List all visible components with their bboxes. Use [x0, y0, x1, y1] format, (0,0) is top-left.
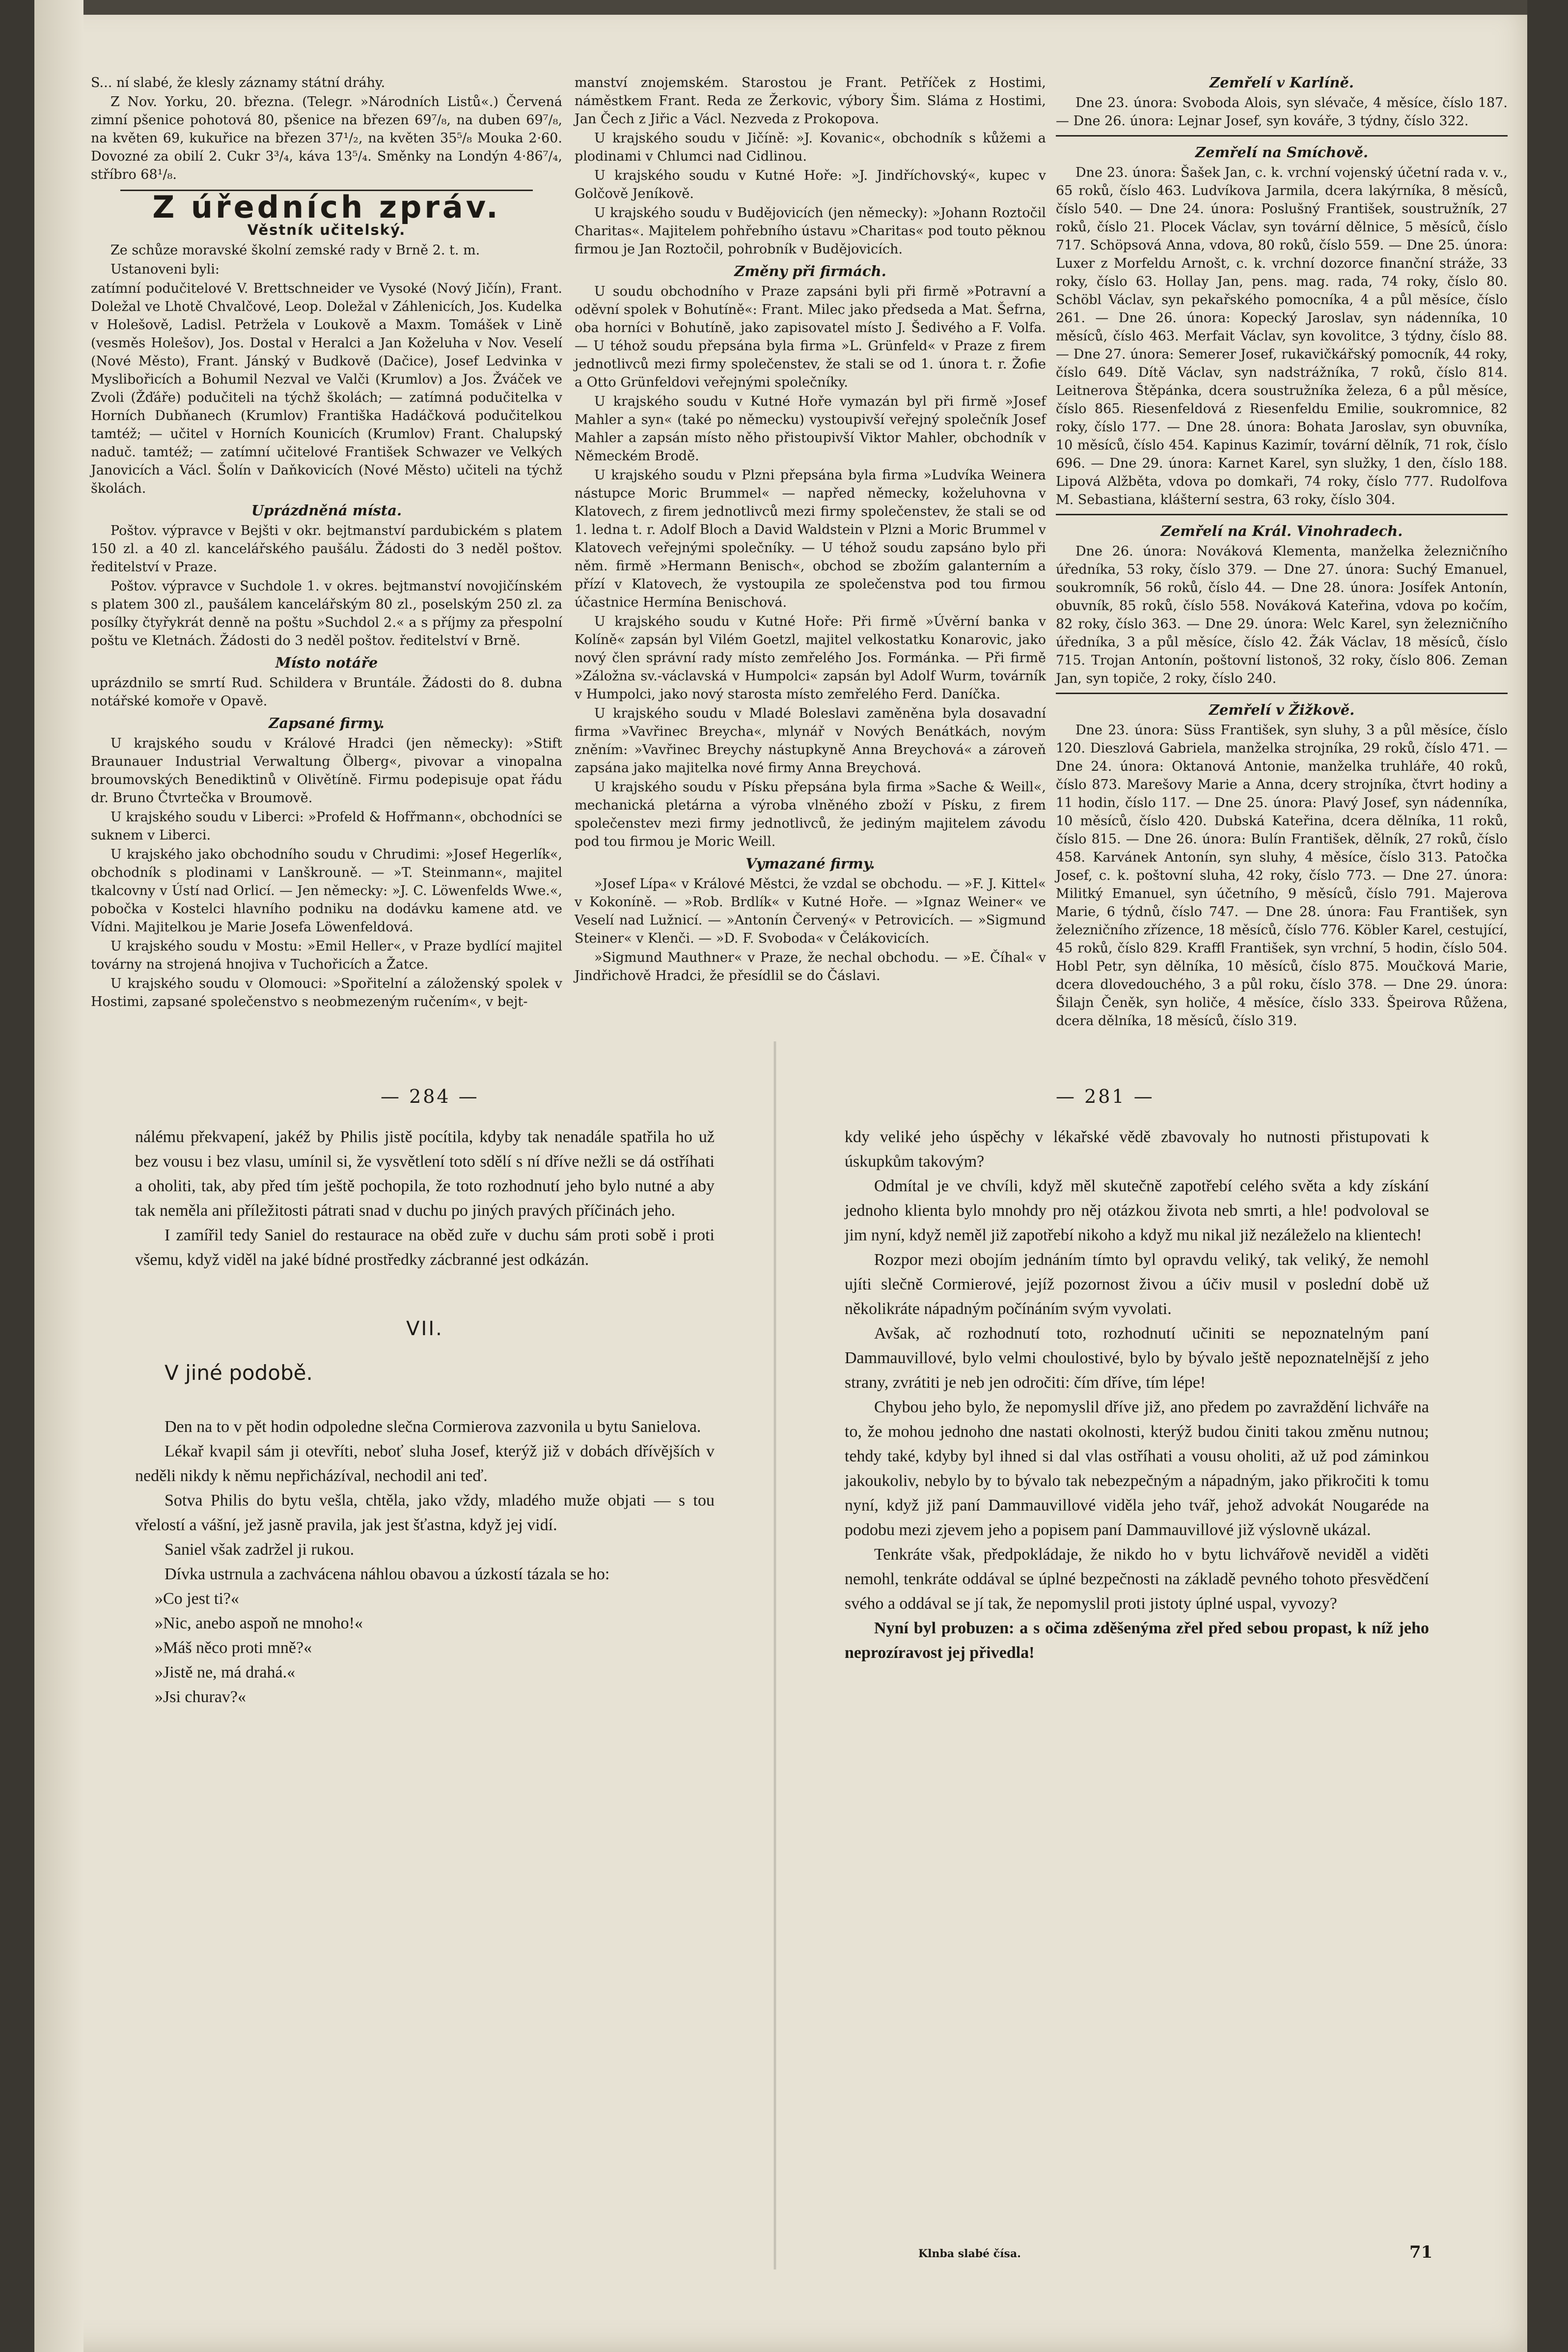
binding-shadow: [34, 0, 83, 2352]
chapter-number: VII.: [406, 1317, 443, 1340]
mista-para-1: Poštov. výpravce v Bejšti v okr. bejtmanství pardubickém s platem 150 zl. a 40 zl. kancelářského paušálu. Žádosti do 3 neděl poštov. ředitelství v Praze.: [91, 523, 562, 575]
subheading-notar: Místo notáře: [275, 654, 378, 671]
col2-para-2: U krajského soudu v Jičíně: »J. Kovanic«, obchodník s kůžemi a plodinami v Chlumci nad Cidlinou.: [575, 131, 1046, 164]
subheading-karlin: Zemřelí v Karlíně.: [1209, 74, 1354, 91]
novel-left-para-1: nálému překvapení, jakéž by Philis jistě pocítila, kdyby tak nenadále spatřila ho už bez vousu i bez vlasu, umínil si, že vysvětlení toto sdělí s ní dříve nežli se dá ostříhati a oholiti, tak, aby před tím ještě pochopila, že toto rozhodnutí jeho bylo nutné a aby tak neměla ani příležitosti pátrati snad v duchu po jiných pravých příčinách jeho.: [135, 1128, 715, 1220]
page-fold: [773, 1041, 776, 2269]
novel-right-para-1: kdy veliké jeho úspěchy v lékařské vědě zbavovaly ho nutnosti přistupovati k úskupkům takovým?: [845, 1128, 1429, 1171]
vestnik-para-3: zatímní podučitelové V. Brettschneider ve Vysoké (Nový Jičín), Frant. Doležal ve Lhotě Chvalčové, Leop. Doležal v Záhlenicích, Jos. Kudelka v Holešově, Ladisl. Petržela v Loukově a Maxm. Tomášek v Lině (vesměs Holešov), Jos. Dostal v Heralci a Jan Koželuha v Nov. Veselí (Nové Město), Frant. Jánský v Budkově (Dačice), Josef Ledvinka v Myslibořicích a Bohumil Nezval ve Valči (Krumlov) a Jos. Žváček ve Zvoli (Žďáře) podučiteli na týchž školách; — zatímná podučitelka v Horních Dubňanech (Krumlov) Františka Hadáčková podučitelkou tamtéž; — učitel v Horních Kounicích (Krumlov) Frant. Chalupský naduč. tamtéž; — zatímní učitelové František Schwazer ve Velkých Janovicích a Václ. Šolín v Daňkovicích (Nové Město) učiteli na týchž školách.: [91, 281, 562, 496]
col2-para-4: U krajského soudu v Budějovicích (jen německy): »Johann Roztočil Charitas«. Majitelem pohřebního ústavu »Charitas« pod touto pěknou firmou je Jan Roztočil, pohrobník v Budějovicích.: [575, 205, 1046, 257]
subheading-vinohrady: Zemřelí na Král. Vinohradech.: [1160, 523, 1403, 539]
column-3: [1056, 74, 1508, 1031]
vymaz-para-1: »Josef Lípa« v Králové Městci, že vzdal se obchodu. — »F. J. Kittel« v Kokoníně. — »Rob. Brdlík« v Kutné Hoře. — »Ignaz Weiner« ve Veselí nad Lužnicí. — »Antonín Červený« v Petrovicích. — »Sigmund Steiner« v Klenči. — »D. F. Svoboda« v Čelákovicích.: [575, 876, 1046, 946]
mista-para-2: Poštov. výpravce v Suchdole 1. v okres. bejtmanství novojičínském s platem 300 zl., paušálem kancelářským 80 zl., poselským 250 zl. za posílky čtyřykrát denně na poštu »Suchdol 2.« a s příjmy za přespolní poštu ve Kletnách. Žádosti do 3 neděl poštov. ředitelství v Brně.: [91, 579, 562, 648]
market-report-2: Z Nov. Yorku, 20. března. (Telegr. »Národních Listů«.) Červená zimní pšenice pohotová 80, pšenice na březen 69⁷/₈, na duben 69⁷/₈, na květen 69, kukuřice na březen 37¹/₂, na květen 35⁵/₈ Mouka 2·60. Dovozné za obilí 2. Cukr 3³/₄, káva 13⁵/₄. Směnky na Londýn 4·86⁷/₄, stříbro 68¹/₈.: [91, 94, 562, 182]
dialogue-line: »Máš něco proti mně?«: [155, 1639, 312, 1657]
novel-right-page: [845, 1125, 1429, 1665]
divider: [1056, 693, 1508, 694]
novel-left-para-6: Saniel však zadržel ji rukou.: [165, 1540, 355, 1559]
notar-para: uprázdnilo se smrtí Rud. Schildera v Bruntále. Žádosti do 8. dubna notářské komoře v Opavě.: [91, 675, 562, 709]
dialogue-line: »Jistě ne, má drahá.«: [155, 1663, 296, 1681]
printer-signature: Klnba slabé čísa.: [918, 2247, 1021, 2260]
novel-right-para-3: Rozpor mezi obojím jednáním tímto byl opravdu veliký, tak veliký, že nemohl ujíti slečně Cormierové, jejíž pozornost živou a účiv musil v poslední době už několikráte nápadným počínáním svým vyvolati.: [845, 1251, 1429, 1318]
col2-para-3: U krajského soudu v Kutné Hoře: »J. Jindříchovský«, kupec v Golčově Jeníkově.: [575, 168, 1046, 201]
firmy-para-1: U krajského soudu v Králové Hradci (jen německy): »Stift Braunauer Industrial Verwaltung Ölberg«, pivovar a vinopalna broumovských Benediktinů v Olivětíně. Firmu podepisuje opat řádu dr. Bruno Čtvrtečka v Broumově.: [91, 736, 562, 806]
novel-left-para-4: Lékař kvapil sám ji otevříti, neboť sluha Josef, kterýž již v dobách dřívějších v neděli nikdy k němu nepřicházíval, nechodil ani teď.: [135, 1442, 715, 1485]
scan-edge: [34, 0, 1527, 15]
zmeny-para-5: U krajského soudu v Mladé Boleslavi zaměněna byla dosavadní firma »Vavřinec Breycha«, mlynář v Nových Benátkách, novým zněním: »Vavřinec Breychy nástupkyně Anna Breychová« a zároveň zapsána jako majitelka nové firmy Anna Breychová.: [575, 706, 1046, 776]
subheading-zizkov: Zemřelí v Žižkově.: [1209, 701, 1355, 718]
zmeny-para-1: U soudu obchodního v Praze zapsáni byli při firmě »Potravní a oděvní spolek v Bohutíně«: Frant. Milec jako předseda a Mat. Šefrna, oba horníci v Bohutíně, jako zapisovatel místo J. Šedivého a F. Volfa. — U téhož soudu přepsána byla firma »L. Grünfeld« v Praze z firem jednotlivců mezi firmy společenstev, že stali se od 1. února t. r. Žofie a Otto Grünfeldovi veřejnými společníky.: [575, 284, 1046, 390]
novel-left-para-2: I zamířil tedy Saniel do restaurace na oběd zuře v duchu sám proti sobě i proti všemu, když viděl na jaké bídné prostředky zácbranné jest odkázán.: [135, 1226, 715, 1269]
column-2: [575, 74, 1046, 986]
zmeny-para-3: U krajského soudu v Plzni přepsána byla firma »Ludvíka Weinera nástupce Moric Brummel« — napřed německy, koželuhovna v Klatovech, z firem jednotlivců mezi firmy společenstev, že stali se od 1. ledna t. r. Adolf Bloch a David Waldstein v Plzni a Moric Brummel v Klatovech veřejnými společníky. — U téhož soudu zapsáno bylo při něm. firmě »Hermann Benisch«, obchod se zbožím galanterním a přízí v Klatovech, že vystoupila ze společenstva pod tou firmou účastnice Hermína Benischová.: [575, 468, 1046, 610]
subheading-smichov: Zemřelí na Smíchově.: [1195, 144, 1369, 161]
novel-right-para-2: Odmítal je ve chvíli, když měl skutečně zapotřebí celého světa a kdy získání jednoho klienta bylo mnohdy pro něj otázkou života neb smrti, a hle! podvoloval se jim nyní, když neměl již zapotřebí nikoho a když mu nikal již nezáleželo na klientech!: [845, 1177, 1429, 1244]
page-number-right: — 281 —: [1056, 1086, 1155, 1107]
novel-left-para-7: Dívka ustrnula a zachvácena náhlou obavou a úzkostí tázala se ho:: [165, 1565, 610, 1583]
zmeny-para-4: U krajského soudu v Kutné Hoře: Při firmě »Úvěrní banka v Kolíně« zapsán byl Vilém Goetzl, majitel velkostatku Konarovic, jako nový člen správní rady místo zemřelého Jos. Formánka. — Při firmě »Záložna sv.-václavská v Humpolci« zapsán byl Adolf Wurm, továrník v Humpolci, jako nový starosta místo zemřelého Ferd. Daníčka.: [575, 614, 1046, 702]
zmeny-para-6: U krajského soudu v Písku přepsána byla firma »Sache & Weill«, mechanická pletárna a výroba vlněného zboží v Písku, z firem společenstev mezi firmy jednotlivců, že jediným majitelem závodu pod tou firmou je Moric Weill.: [575, 780, 1046, 849]
subheading-vestnik: Věstník učitelský.: [247, 222, 406, 238]
market-report-1: S... ní slabé, že klesly záznamy státní dráhy.: [91, 75, 385, 90]
col2-para-1: manství znojemském. Starostou je Frant. Petříček z Hostimi, náměstkem Frant. Reda ze Žerkovic, výbory Šim. Sláma z Hostimi, Jan Čech z Jiřic a Václ. Nezveda z Prokopova.: [575, 75, 1046, 127]
dialogue-line: »Co jest ti?«: [155, 1590, 239, 1608]
firmy-para-2: U krajského soudu v Liberci: »Profeld & Hofřmann«, obchodníci se suknem v Liberci.: [91, 810, 562, 843]
novel-left-para-5: Sotva Philis do bytu vešla, chtěla, jako vždy, mladého muže objati — s tou vřelostí a vášní, jež jasně pravila, jak jest šťastna, když jej vidí.: [135, 1491, 715, 1534]
subheading-mista: Uprázdněná místa.: [251, 502, 402, 519]
firmy-para-3: U krajského jako obchodního soudu v Chrudimi: »Josef Hegerlík«, obchodník s plodinami v Lanškrouně. — »T. Steinmann«, majitel tkalcovny v Ústí nad Orlicí. — Jen německy: »J. C. Löwenfelds Wwe.«, pobočka v Kostelci hlavního podniku na dodávku kamene atd. ve Vídni. Majitelkou je Marie Josefa Löwenfeldová.: [91, 847, 562, 935]
firmy-para-5: U krajského soudu v Olomouci: »Spořitelní a záloženský spolek v Hostimi, zapsané společenstvo s neobmezeným ručením«, v bejt-: [91, 976, 562, 1009]
page-number-left: — 284 —: [381, 1086, 479, 1107]
vestnik-para-2: Ustanoveni byli:: [110, 262, 220, 277]
smichov-para: Dne 23. února: Šašek Jan, c. k. vrchní vojenský účetní rada v. v., 65 roků, číslo 463. Ludvíkova Jarmila, dcera lakýrníka, 8 měsíců, číslo 540. — Dne 24. února: Poslušný František, soustružník, 27 roků, číslo 21. Plocek Václav, syn tovární dělnice, 5 měsíců, číslo 717. Schöpsová Anna, vdova, 80 roků, číslo 559. — Dne 25. února: Luxer z Morfeldu Arnošt, c. k. vrchní dozorce finanční stráže, 33 roky, číslo 63. Hollay Jan, pens. mag. rada, 74 roky, číslo 80. Schöbl Václav, syn pekařského pomocníka, 4 a půl měsíce, číslo 261. — Dne 26. února: Kopecký Jaroslav, syn nádenníka, 10 měsíců, číslo 463. Merfait Václav, syn kovolitce, 3 týdny, číslo 88. — Dne 27. února: Semerer Josef, rukavičkářský pomocník, 44 roky, číslo 649. Dítě Václav, syn nadstrážníka, 7 roků, číslo 814. Leitnerova Štěpánka, dcera soustružníka železa, 6 a půl měsíce, číslo 865. Riesenfeldová z Riesenfeldu Emilie, soukromnice, 82 roky, číslo 177. — Dne 28. února: Bohata Jaroslav, syn obuvníka, 10 měsíců, číslo 454. Kapinus Kazimír, tovární dělník, 71 rok, číslo 696. — Dne 29. února: Karnet Karel, syn služky, 1 den, číslo 188. Lipová Alžběta, vdova po domkaři, 74 roky, číslo 777. Rudolfova M. Sebastiana, klášterní sestra, 63 roky, číslo 304.: [1056, 165, 1508, 507]
zmeny-para-2: U krajského soudu v Kutné Hoře vymazán byl při firmě »Josef Mahler a syn« (také po německu) vystoupivší veřejný společník Josef Mahler a zapsán místo něho přistoupivší Viktor Mahler, obchodník v Německém Brodě.: [575, 394, 1046, 464]
section-heading: Z úředních zpráv.: [152, 189, 501, 225]
column-1: [91, 74, 562, 1012]
dialogue-line: »Nic, anebo aspoň ne mnoho!«: [155, 1614, 363, 1632]
vestnik-para-1: Ze schůze moravské školní zemské rady v Brně 2. t. m.: [110, 243, 480, 258]
vinohrady-para: Dne 26. února: Nováková Klementa, manželka železničního úředníka, 53 roky, číslo 379. — Dne 27. února: Suchý Emanuel, soukromník, 56 roků, číslo 44. — Dne 28. února: Josífek Antonín, obuvník, 85 roků, číslo 558. Nováková Kateřina, vdova po kočím, 82 roky, číslo 363. — Dne 29. února: Welc Karel, syn železničního úředníka, 3 a půl měsíce, číslo 42. Žák Václav, 18 měsíců, číslo 715. Trojan Antonín, poštovní listonoš, 32 roky, číslo 806. Zeman Jan, syn topiče, 2 roky, číslo 240.: [1056, 544, 1508, 686]
divider: [1056, 514, 1508, 515]
zizkov-para: Dne 23. února: Süss František, syn sluhy, 3 a půl měsíce, číslo 120. Dieszlová Gabriela, manželka strojníka, 29 roků, číslo 471. — Dne 24. února: Oktanová Antonie, manželka truhláře, 40 roků, číslo 873. Marešovy Marie a Anna, dcery strojníka, čtvrt hodiny a 11 hodin, číslo 117. — Dne 25. února: Plavý Josef, syn nádenníka, 10 měsíců, číslo 420. Dubská Kateřina, dcera dělníka, 11 roků, číslo 815. — Dne 26. února: Bulín František, dělník, 27 roků, číslo 458. Karvánek Antonín, syn sluhy, 4 měsíce, číslo 313. Patočka Josef, c. k. poštovní sluha, 42 roky, číslo 773. — Dne 27. února: Militký Emanuel, syn účetního, 9 měsíců, číslo 791. Majerova Marie, 6 týdnů, číslo 747. — Dne 28. února: Fau František, syn železničního zřízence, 18 měsíců, číslo 776. Köbler Karel, cestující, 45 roků, číslo 829. Kraffl František, syn vrchní, 5 hodin, číslo 504. Hobl Petr, syn dělníka, 10 měsíců, číslo 875. Moučková Marie, dcera dlovedouchého, 3 a půl roku, číslo 378. — Dne 29. února: Šilajn Čeněk, syn holiče, 4 měsíce, číslo 333. Špeirova Růžena, dcera dělníka, 18 měsíců, číslo 319.: [1056, 723, 1508, 1029]
subheading-firmy: Zapsané firmy.: [269, 715, 385, 731]
divider: [1056, 135, 1508, 137]
novel-right-para-7: Nyní byl probuzen: a s očima zděšenýma zřel před sebou propast, k níž jeho neprozíravost jej přivedla!: [845, 1619, 1429, 1662]
novel-right-para-5: Chybou jeho bylo, že nepomyslil dříve již, ano předem po zavraždění lichváře na to, že mohou jednoho dne nastati okolnosti, kterýž budou činiti takou změnu nutnou; tehdy také, kdyby byl ihned si dal vlas ostříhati a vousu oholiti, až už pod záminkou jakoukoliv, nebylo by to bývalo tak nebezpečným a nápadným, jako přikročiti k tomu nyní, když již paní Dammauvillové viděla jeho tvář, jehož advokát Nougaréde na podobu mezi zjevem jeho a popisem paní Dammauvillové již výslovně ukázal.: [845, 1398, 1429, 1539]
firmy-para-4: U krajského soudu v Mostu: »Emil Heller«, v Praze bydlící majitel továrny na strojená hnojiva v Tuchořicích a Žatce.: [91, 939, 562, 972]
newspaper-page: [34, 0, 1527, 2352]
novel-right-para-6: Tenkráte však, předpokládaje, že nikdo ho v bytu lichvářově neviděl a viděti nemohl, tenkráte oddával se úplné bezpečnosti na základě pevného tohoto přesvědčení svého a oddával se jí tak, že nepomyslil proti jistoty úplné uspal, vyvozy?: [845, 1545, 1429, 1613]
signature-number: 71: [1409, 2242, 1433, 2262]
dialogue-line: »Jsi churav?«: [155, 1688, 247, 1706]
vymaz-para-2: »Sigmund Mauthner« v Praze, že nechal obchodu. — »E. Číhal« v Jindřichově Hradci, že přesídlil se do Čáslavi.: [575, 950, 1046, 983]
novel-left-para-3: Den na to v pět hodin odpoledne slečna Cormierova zazvonila u bytu Sanielova.: [165, 1418, 701, 1436]
subheading-vymaz: Vymazané firmy.: [745, 855, 875, 872]
novel-left-page: [135, 1125, 715, 1709]
subheading-zmeny: Změny při firmách.: [734, 263, 886, 280]
novel-right-para-4: Avšak, ač rozhodnutí toto, rozhodnutí učiniti se nepoznatelným paní Dammauvillové, bylo velmi choulostivé, bylo by bývalo ještě nepoznatelnější z jeho strany, zvrátiti je neb jen odročiti: čím dříve, tím lépe!: [845, 1324, 1429, 1392]
chapter-title: V jiné podobě.: [165, 1361, 313, 1385]
karlin-para: Dne 23. února: Svoboda Alois, syn slévače, 4 měsíce, číslo 187. — Dne 26. února: Lejnar Josef, syn kováře, 3 týdny, číslo 322.: [1056, 95, 1508, 129]
